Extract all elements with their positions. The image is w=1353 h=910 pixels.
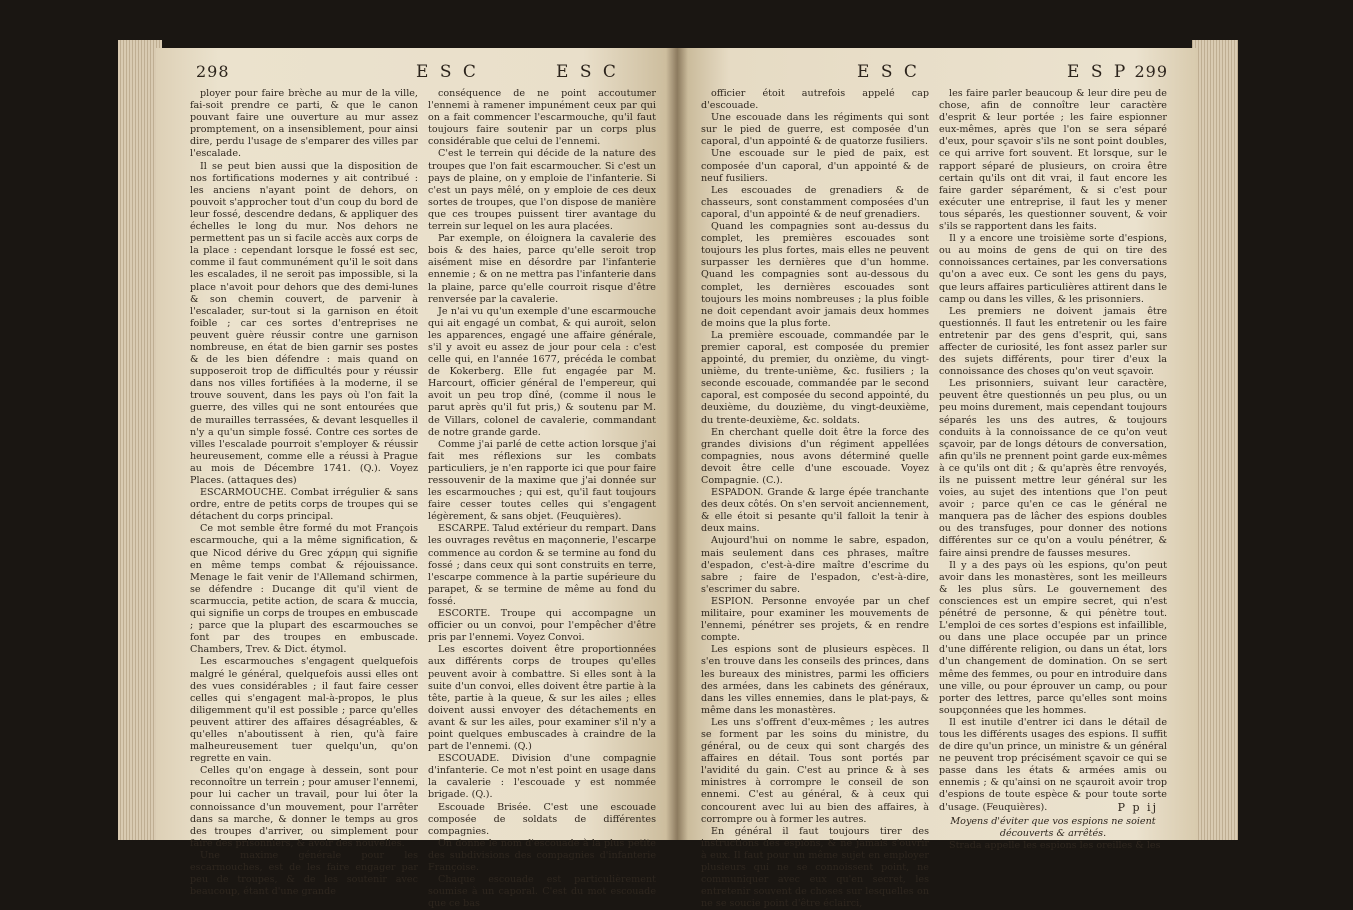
- right-header-word-2: E S P: [1067, 62, 1129, 82]
- paragraph: Escouade Brisée. C'est une escouade composée de soldats de différentes compagnies.: [428, 801, 656, 837]
- paragraph: Les escouades de grenadiers & de chasseurs, sont constamment composées d'un caporal, d'un appointé & de neuf grenadiers.: [701, 184, 929, 220]
- paragraph: Il y a des pays où les espions, qu'on peut avoir dans les monastères, sont les meilleurs & les plus sûrs. Le gouvernement des consciences est un empire secret, qui n'est pénétré de personne, & qui pénètre tout. L'emploi de ces sortes d'espions est infaillible, ou dans une place occupée par un prince d'une différente religion, ou dans un état, lors d'un changement de domination. On se sert même des femmes, ou pour en introduire dans une ville, ou pour éprouver un camp, ou pour porter des lettres, parce qu'elles sont moins soupçonnées que les hommes.: [939, 559, 1167, 716]
- paragraph: Il se peut bien aussi que la disposition de nos fortifications modernes y ait contribué : les anciens n'ayant point de dehors, on pouvoit s'approcher tout d'un coup du bord de leur fossé, descendre dedans, & appliquer des échelles le long du mur. Nos dehors ne permettent pas un si facile accès aux corps de la place : cependant lorsque le fossé est sec, comme il faut communément qu'il le soit dans les escalades, il ne seroit pas impossible, si la place n'avoit pour dehors que des demi-lunes & son chemin couvert, de parvenir à l'escalader, sur-tout si la garnison en étoit foible ; car ces sortes d'entreprises ne peuvent guère réussir contre une garnison nombreuse, en état de bien garnir ses postes & de les bien défendre : mais quand on supposeroit trop de difficultés pour y réussir dans nos villes fortifiées à la moderne, il se trouve souvent, dans les pays où l'on fait la guerre, des villes qui ne sont entourées que de murailles terrassées, & devant lesquelles il n'y a qu'un simple fossé. Contre ces sortes de villes l'escalade pourroit s'employer & réussir heureusement, comme elle a réussi à Prague au mois de Décembre 1741. (Q.). Voyez Places. (attaques des): [190, 160, 418, 486]
- section-subtitle: Moyens d'éviter que vos espions ne soient découverts & arrêtés.: [950, 815, 1156, 839]
- paragraph: Les escortes doivent être proportionnées aux différents corps de troupes qu'elles peuvent avoir à combattre. Si elles sont à la suite d'un convoi, elles doivent être partie à la tête, partie à la queue, & sur les ailes ; elles doivent aussi envoyer des détachements en avant & sur les ailes, pour examiner s'il n'y a point quelques embuscades à craindre de la part de l'ennemi. (Q.): [428, 644, 656, 753]
- paragraph: C'est le terrein qui décide de la nature des troupes que l'on fait escarmoucher. Si c'est un pays de plaine, on y emploie de l'infanterie. Si c'est un pays mêlé, on y emploie de ces deux sortes de troupes, que l'on dispose de manière que ces troupes puissent tirer avantage du terrein sur lequel on les aura placées.: [428, 148, 656, 233]
- paragraph: ESCARPE. Talud extérieur du rempart. Dans les ouvrages revêtus en maçonnerie, l'escarpe commence au cordon & se termine au fond du fossé ; dans ceux qui sont construits en terre, l'escarpe commence à la partie supérieure du parapet, & se termine de même au fond du fossé.: [428, 523, 656, 607]
- paragraph: Les escarmouches s'engagent quelquefois malgré le général, quelquefois aussi elles ont des vues considérables ; il faut faire cesser celles qui s'engagent mal-à-propos, le plus diligemment qu'il est possible ; parce qu'elles peuvent attirer des affaires désagréables, & qu'elles n'aboutissent à rien, qu'à faire malheureusement tuer quelqu'un, qu'on regrette en vain.: [190, 656, 418, 765]
- left-header-word-1: E S C: [416, 62, 479, 82]
- paragraph: ESPADON. Grande & large épée tranchante des deux côtés. On s'en servoit anciennement, & elle étoit si pesante qu'il falloit la tenir à deux mains.: [701, 487, 929, 535]
- paragraph: Chaque escouade est particulièrement soumise à un caporal. C'est du mot escouade que ce bas: [428, 874, 656, 910]
- paragraph: Une escouade sur le pied de paix, est composée d'un caporal, d'un appointé & de neuf fusiliers.: [701, 148, 929, 184]
- paragraph: Les prisonniers, suivant leur caractère, peuvent être questionnés un peu plus, ou un peu moins durement, mais cependant toujours séparés les uns des autres, & toujours conduits à la connoissance de ce qu'on veut sçavoir, par de longs détours de conversation, afin qu'ils ne prennent point garde eux-mêmes à ce qu'ils ont dit ; & qu'après être renvoyés, ils ne puissent mettre leur général sur les voies, au sujet des intentions que l'on peut avoir ; parce qu'en ce cas le général ne manquera pas de lâcher des espions doubles ou des transfuges, pour donner des notions différentes sur ce qu'on a voulu pénétrer, & faire ainsi prendre de fausses mesures.: [939, 378, 1167, 559]
- signature-mark: P p ij: [1117, 801, 1158, 814]
- paragraph: officier étoit autrefois appelé cap d'escouade.: [701, 88, 929, 112]
- left-running-header: [196, 62, 647, 90]
- paragraph: ESCOUADE. Division d'une compagnie d'infanterie. Ce mot n'est point en usage dans la cavalerie : l'escouade y est nommée brigade. (Q.).: [428, 753, 656, 801]
- paragraph: Une maxime générale pour les escarmouches, est de les faire engager par peu de troupes, & de les soutenir avec beaucoup, étant d'une grande: [190, 849, 418, 898]
- paragraph: Je n'ai vu qu'un exemple d'une escarmouche qui ait engagé un combat, & qui auroit, selon les apparences, engagé une affaire générale, s'il y avoit eu assez de jour pour cela : c'est celle qui, en l'année 1677, précéda le combat de Kokerberg. Elle fut engagée par M. Harcourt, officier général de l'empereur, qui avoit un peu trop dîné, (comme il nous le parut après qu'il fut pris,) & soutenu par M. de Villars, colonel de cavalerie, commandant de notre grande garde.: [428, 305, 656, 438]
- left-page: [156, 48, 677, 910]
- paragraph: Quand les compagnies sont au-dessus du complet, les premières escouades sont toujours les plus fortes, mais elles ne peuvent surpasser les dernières que d'un homme. Quand les compagnies sont au-dessous du complet, les dernières escouades sont toujours les moins nombreuses ; la plus foible ne doit cependant avoir jamais deux hommes de moins que la plus forte.: [701, 221, 929, 329]
- paragraph: On donne le nom d'escouade à la plus petite des subdivisions des compagnies d'infanterie Françoise.: [428, 837, 656, 873]
- paragraph: Aujourd'hui on nomme le sabre, espadon, mais seulement dans ces phrases, maître d'espadon, c'est-à-dire maître d'escrime du sabre ; faire de l'espadon, c'est-à-dire, s'escrimer du sabre.: [701, 535, 929, 595]
- paragraph: Les espions sont de plusieurs espèces. Il s'en trouve dans les conseils des princes, dans les bureaux des ministres, parmi les officiers des armées, dans les cabinets des généraux, dans les villes ennemies, dans le plat-pays, & même dans les monastères.: [701, 644, 929, 716]
- book-gutter: [666, 48, 688, 840]
- paragraph: ESPION. Personne envoyée par un chef militaire, pour examiner les mouvements de l'ennemi, pénétrer ses projets, & en rendre compte.: [701, 595, 929, 644]
- left-header-word-2: E S C: [556, 62, 619, 82]
- right-running-header: [717, 62, 1168, 90]
- right-page-edges: [1192, 40, 1238, 840]
- paragraph: Ce mot semble être formé du mot François escarmouche, qui a la même signification, & que Nicod dérive du Grec χάρμη qui signifie en même temps combat & réjouissance. Menage le fait venir de l'Allemand schirmen, se défendre : Ducange dit qu'il vient de scarmuccia, petite action, de scara & muccia, qui signifie un corps de troupes en embuscade ; parce que la plupart des escarmouches se font par des troupes en embuscade. Chambers, Trev. & Dict. étymol.: [190, 523, 418, 656]
- paragraph: Une escouade dans les régiments qui sont sur le pied de guerre, est composée d'un caporal, d'un appointé & de quatorze fusiliers.: [701, 112, 929, 148]
- right-column-2: [939, 88, 1167, 852]
- paragraph: Comme j'ai parlé de cette action lorsque j'ai fait mes réflexions sur les combats particuliers, je n'en rapporte ici que pour faire ressouvenir de la maxime que j'ai donnée sur les escarmouches ; qui est, qu'il faut toujours faire cesser toutes celles qui s'engagent légèrement, & sans objet. (Feuquières).: [428, 438, 656, 523]
- paragraph: Celles qu'on engage à dessein, sont pour reconnoître un terrein ; pour amuser l'ennemi, pour lui cacher un travail, pour lui ôter la connoissance d'un mouvement, pour l'arrêter dans sa marche, & donner le temps au gros des troupes d'arriver, ou simplement pour faire des prisonniers, & avoir des nouvelles.: [190, 765, 418, 849]
- right-page-number: 299: [1134, 62, 1168, 81]
- paragraph: ESCORTE. Troupe qui accompagne un officier ou un convoi, pour l'empêcher d'être pris par l'ennemi. Voyez Convoi.: [428, 608, 656, 644]
- right-header-word-1: E S C: [857, 62, 920, 82]
- paragraph: les faire parler beaucoup & leur dire peu de chose, afin de connoître leur caractère d'esprit & leur portée ; les faire espionner eux-mêmes, après que l'on se sera séparé d'eux, pour sçavoir s'ils ne sont point doubles, ce qui arrive fort souvent. Et lorsque, sur le rapport séparé de plusieurs, on croira être certain qu'ils ont dit vrai, il faut encore les faire garder séparément, & si c'est pour exécuter une entreprise, il faut les y mener tous séparés, les questionner souvent, & voir s'ils se rapportent dans les faits.: [939, 88, 1167, 233]
- paragraph: La première escouade, commandée par le premier caporal, est composée du premier appointé, du premier, du onzième, du vingt-unième, du trente-unième, &c. fusiliers ; la seconde escouade, commandée par le second caporal, est composée du second appointé, du deuxième, du douzième, du vingt-deuxième, du trente-deuxième, &c. soldats.: [701, 329, 929, 426]
- paragraph: Strada appelle les espions les oreilles & les: [949, 839, 1161, 851]
- left-column-1: [190, 88, 418, 898]
- paragraph: Par exemple, on éloignera la cavalerie des bois & des haies, parce qu'elle seroit trop aisément mise en désordre par l'infanterie ennemie ; & on ne mettra pas l'infanterie dans la plaine, parce qu'elle courroit risque d'être renversée par la cavalerie.: [428, 233, 656, 305]
- paragraph: conséquence de ne point accoutumer l'ennemi à ramener impunément ceux par qui on a fait commencer l'escarmouche, qu'il faut toujours faire soutenir par un corps plus considérable que celui de l'ennemi.: [428, 88, 656, 148]
- right-page: [677, 48, 1198, 910]
- right-column-1: [701, 88, 929, 910]
- paragraph: En général il faut toujours tirer des instructions des espions, & ne jamais s'ouvrir à eux. Il faut pour un même sujet en employer plusieurs qui ne se connoissent point, ne communiquer avec eux qu'en secret, les entretenir souvent de choses sur lesquelles on ne se soucie point d'être éclairci,: [701, 825, 929, 910]
- paragraph: ployer pour faire brèche au mur de la ville, fai-soit prendre ce parti, & que le canon pouvant faire une ouverture au mur assez promptement, on a insensiblement, pour ainsi dire, perdu l'usage de s'emparer des villes par l'escalade.: [190, 88, 418, 160]
- paragraph: ESCARMOUCHE. Combat irrégulier & sans ordre, entre de petits corps de troupes qui se détachent du corps principal.: [190, 487, 418, 523]
- paragraph: En cherchant quelle doit être la force des grandes divisions d'un régiment appellées compagnies, nous avons déterminé quelle devoit être celle d'une escouade. Voyez Compagnie. (C.).: [701, 426, 929, 486]
- left-page-number: 298: [196, 62, 230, 81]
- paragraph: Il y a encore une troisième sorte d'espions, ou au moins de gens de qui on tire des connoissances certaines, par les conversations qu'on a avec eux. Ce sont les gens du pays, que leurs affaires particulières attirent dans le camp ou dans les villes, & les prisonniers.: [939, 233, 1167, 305]
- left-column-2: [428, 88, 656, 910]
- paragraph: Les uns s'offrent d'eux-mêmes ; les autres se forment par les soins du ministre, du général, ou de ceux qui sont chargés des affaires en détail. Tous sont portés par l'avidité du gain. C'est au prince & à ses ministres à corrompre le conseil de son ennemi. C'est au général, & à ceux qui concourent avec lui au bien des affaires, à corrompre ou à former les autres.: [701, 716, 929, 825]
- paragraph: Les premiers ne doivent jamais être questionnés. Il faut les entretenir ou les faire entretenir par des gens d'esprit, qui, sans affecter de curiosité, les font assez parler sur des sujets différents, pour tirer d'eux la connoissance des choses qu'on veut sçavoir.: [939, 305, 1167, 378]
- paragraph: Il est inutile d'entrer ici dans le détail de tous les différents usages des espions. Il suffit de dire qu'un prince, un ministre & un général ne peuvent trop précisément sçavoir ce qui se passe dans les états & armées amis ou ennemis ; & qu'ainsi on ne sçauroit avoir trop d'espions de toute espèce & pour toute sorte d'usage. (Feuquières).: [939, 716, 1167, 813]
